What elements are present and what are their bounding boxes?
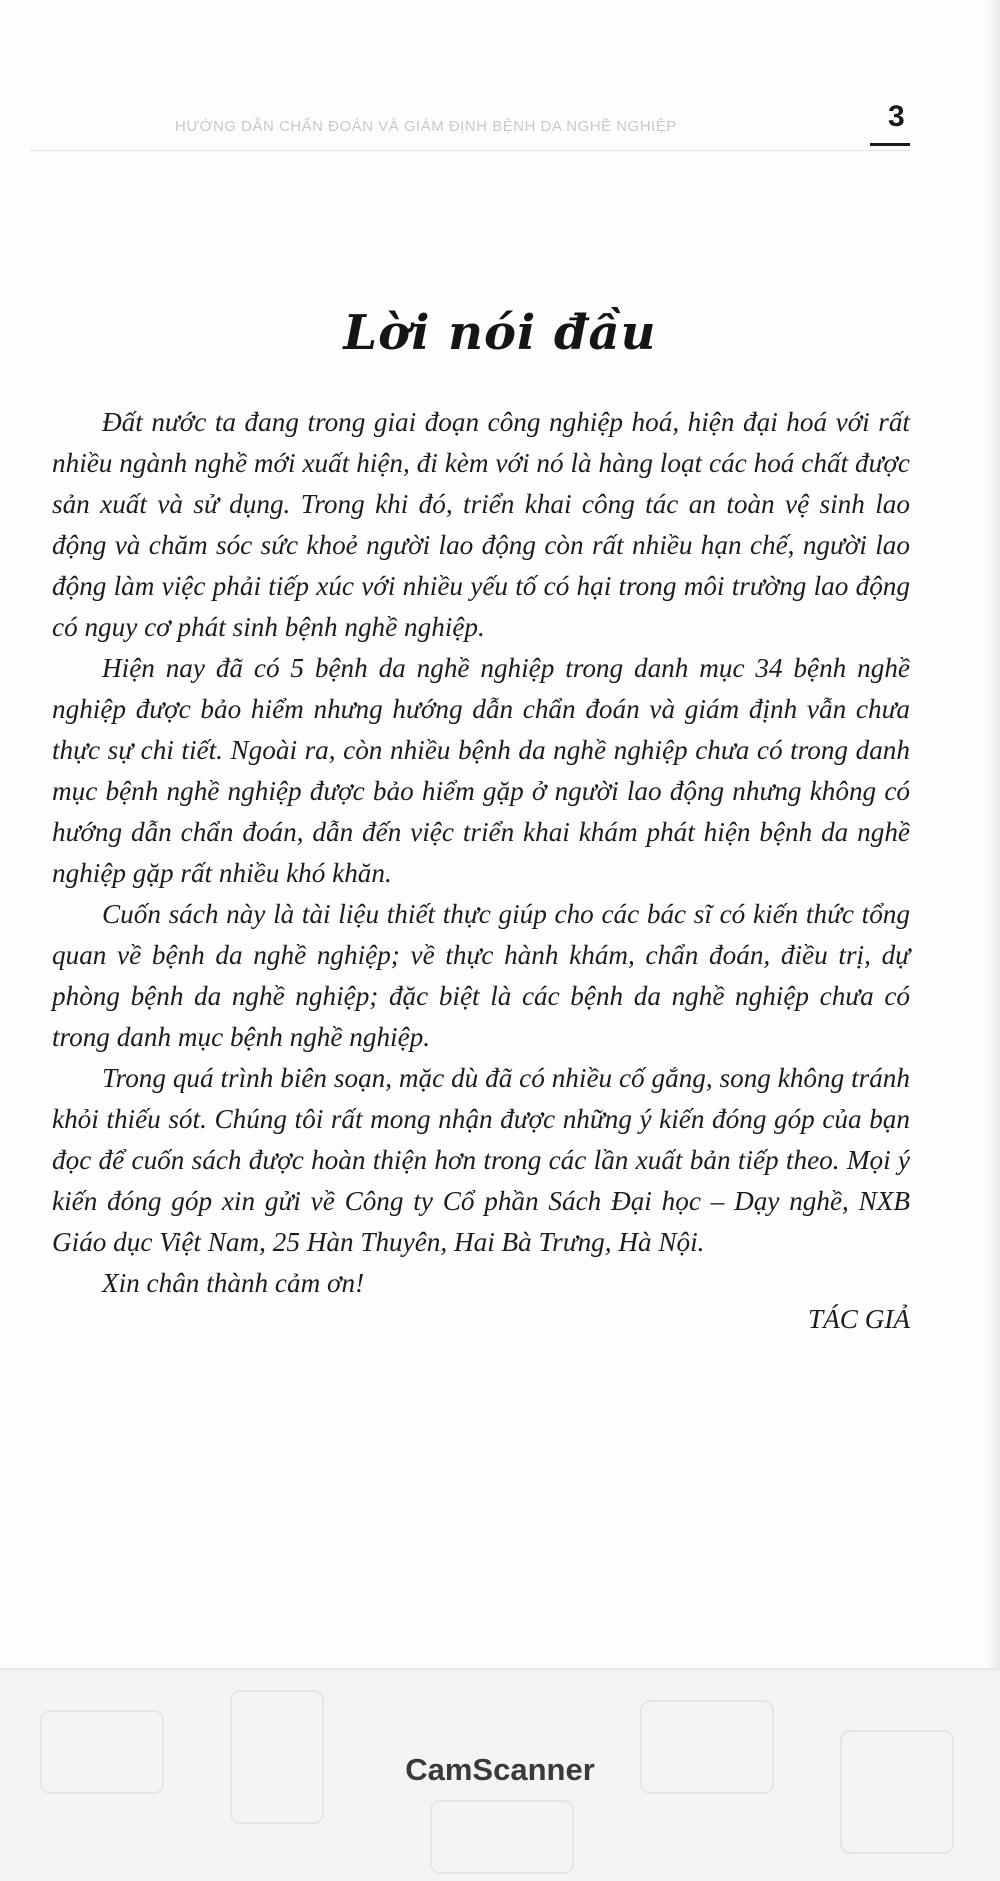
running-header: HƯỚNG DẪN CHẨN ĐOÁN VÀ GIÁM ĐỊNH BỆNH DA NGHỀ NGHIỆP	[175, 118, 677, 135]
page-number-underline	[870, 143, 910, 146]
decor-shape	[430, 1800, 574, 1874]
paragraph-4: Trong quá trình biên soạn, mặc dù đã có nhiều cố gắng, song không tránh khỏi thiếu sót. Chúng tôi rất mong nhận được những ý kiến đóng góp của bạn đọc để cuốn sách được hoàn thiện hơn trong các lần xuất bản tiếp theo. Mọi ý kiến đóng góp xin gửi về Công ty Cổ phần Sách Đại học – Dạy nghề, NXB Giáo dục Việt Nam, 25 Hàn Thuyên, Hai Bà Trưng, Hà Nội.	[52, 1063, 910, 1257]
page-shadow	[986, 0, 1000, 1670]
paragraph-3: Cuốn sách này là tài liệu thiết thực giúp cho các bác sĩ có kiến thức tổng quan về bệnh da nghề nghiệp; về thực hành khám, chẩn đoán, điều trị, dự phòng bệnh da nghề nghiệp; đặc biệt là các bệnh da nghề nghiệp chưa có trong danh mục bệnh nghề nghiệp.	[52, 899, 910, 1052]
page-number: 3	[888, 100, 905, 133]
page-title: Lời nói đầu	[343, 305, 657, 361]
header-rule	[30, 150, 910, 151]
closing-line: Xin chân thành cảm ơn!	[102, 1268, 365, 1298]
decor-shape	[840, 1730, 954, 1854]
author-signature: TÁC GIẢ	[808, 1304, 910, 1334]
preface-body	[52, 402, 910, 1340]
paragraph-2: Hiện nay đã có 5 bệnh da nghề nghiệp trong danh mục 34 bệnh nghề nghiệp được bảo hiểm nhưng hướng dẫn chẩn đoán và giám định vẫn chưa thực sự chi tiết. Ngoài ra, còn nhiều bệnh da nghề nghiệp chưa có trong danh mục bệnh nghề nghiệp được bảo hiểm gặp ở người lao động nhưng không có hướng dẫn chẩn đoán, dẫn đến việc triển khai khám phát hiện bệnh da nghề nghiệp gặp rất nhiều khó khăn.	[52, 653, 910, 888]
camscanner-watermark: CamScanner	[405, 1752, 595, 1787]
paragraph-1: Đất nước ta đang trong giai đoạn công nghiệp hoá, hiện đại hoá với rất nhiều ngành nghề mới xuất hiện, đi kèm với nó là hàng loạt các hoá chất được sản xuất và sử dụng. Trong khi đó, triển khai công tác an toàn vệ sinh lao động và chăm sóc sức khoẻ người lao động còn rất nhiều hạn chế, người lao động làm việc phải tiếp xúc với nhiều yếu tố có hại trong môi trường lao động có nguy cơ phát sinh bệnh nghề nghiệp.	[52, 407, 910, 642]
